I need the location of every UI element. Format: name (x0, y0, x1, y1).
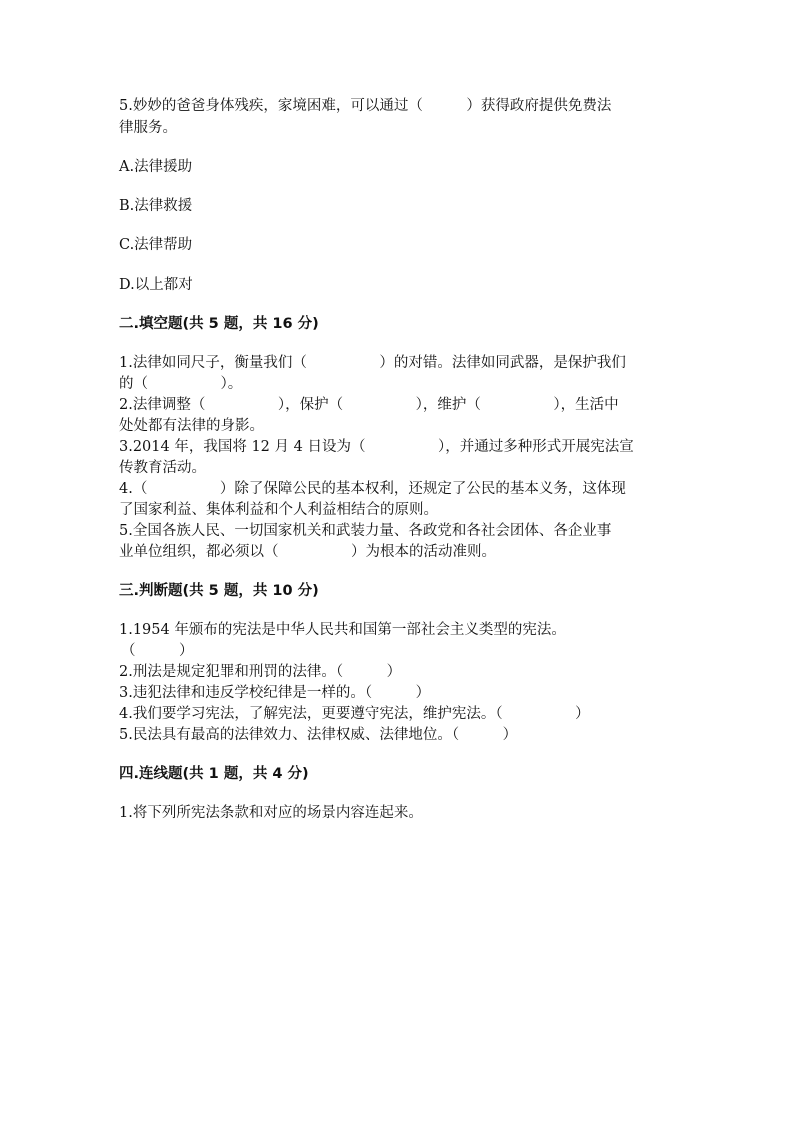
question-line: 4.我们要学习宪法，了解宪法，更要遵守宪法，维护宪法。（ ） (119, 706, 590, 722)
question-line: 业单位组织，都必须以（ ）为根本的活动准则。 (119, 544, 496, 560)
question-line: 2.刑法是规定犯罪和刑罚的法律。（ ） (119, 664, 402, 680)
question-line: 3.违犯法律和违反学校纪律是一样的。（ ） (119, 685, 431, 701)
section-heading: 四.连线题(共 1 题，共 4 分) (119, 766, 309, 782)
question-line: 2.法律调整（ ），保护（ ），维护（ ），生活中 (119, 397, 619, 413)
option-b: B.法律救援 (119, 198, 193, 214)
question-line: 1.1954 年颁布的宪法是中华人民共和国第一部社会主义类型的宪法。 (119, 622, 566, 638)
question-stem: 律服务。 (119, 120, 177, 136)
question-stem: 5.妙妙的爸爸身体残疾，家境困难，可以通过（ ）获得政府提供免费法 (119, 98, 612, 114)
question-line: 5.全国各族人民、一切国家机关和武装力量、各政党和各社会团体、各企业事 (119, 523, 612, 539)
option-a: A.法律援助 (119, 159, 193, 175)
question-line: 传教育活动。 (119, 460, 206, 476)
section-heading: 二.填空题(共 5 题，共 16 分) (119, 316, 319, 332)
question-line: 的（ ）。 (119, 376, 243, 392)
section-heading: 三.判断题(共 5 题，共 10 分) (119, 583, 319, 599)
question-line: 1.法律如同尺子，衡量我们（ ）的对错。法律如同武器，是保护我们 (119, 355, 626, 371)
question-line: 3.2014 年，我国将 12 月 4 日设为（ ），并通过多种形式开展宪法宣 (119, 439, 634, 455)
answer-bracket: （ ） (121, 643, 194, 659)
question-line: 4.（ ）除了保障公民的基本权利，还规定了公民的基本义务，这体现 (119, 481, 626, 497)
option-c: C.法律帮助 (119, 237, 193, 253)
question-line: 1.将下列所宪法条款和对应的场景内容连起来。 (119, 805, 423, 821)
option-d: D.以上都对 (119, 277, 193, 293)
question-line: 处处都有法律的身影。 (119, 418, 264, 434)
question-line: 5.民法具有最高的法律效力、法律权威、法律地位。（ ） (119, 727, 518, 743)
question-line: 了国家利益、集体利益和个人利益相结合的原则。 (119, 502, 438, 518)
